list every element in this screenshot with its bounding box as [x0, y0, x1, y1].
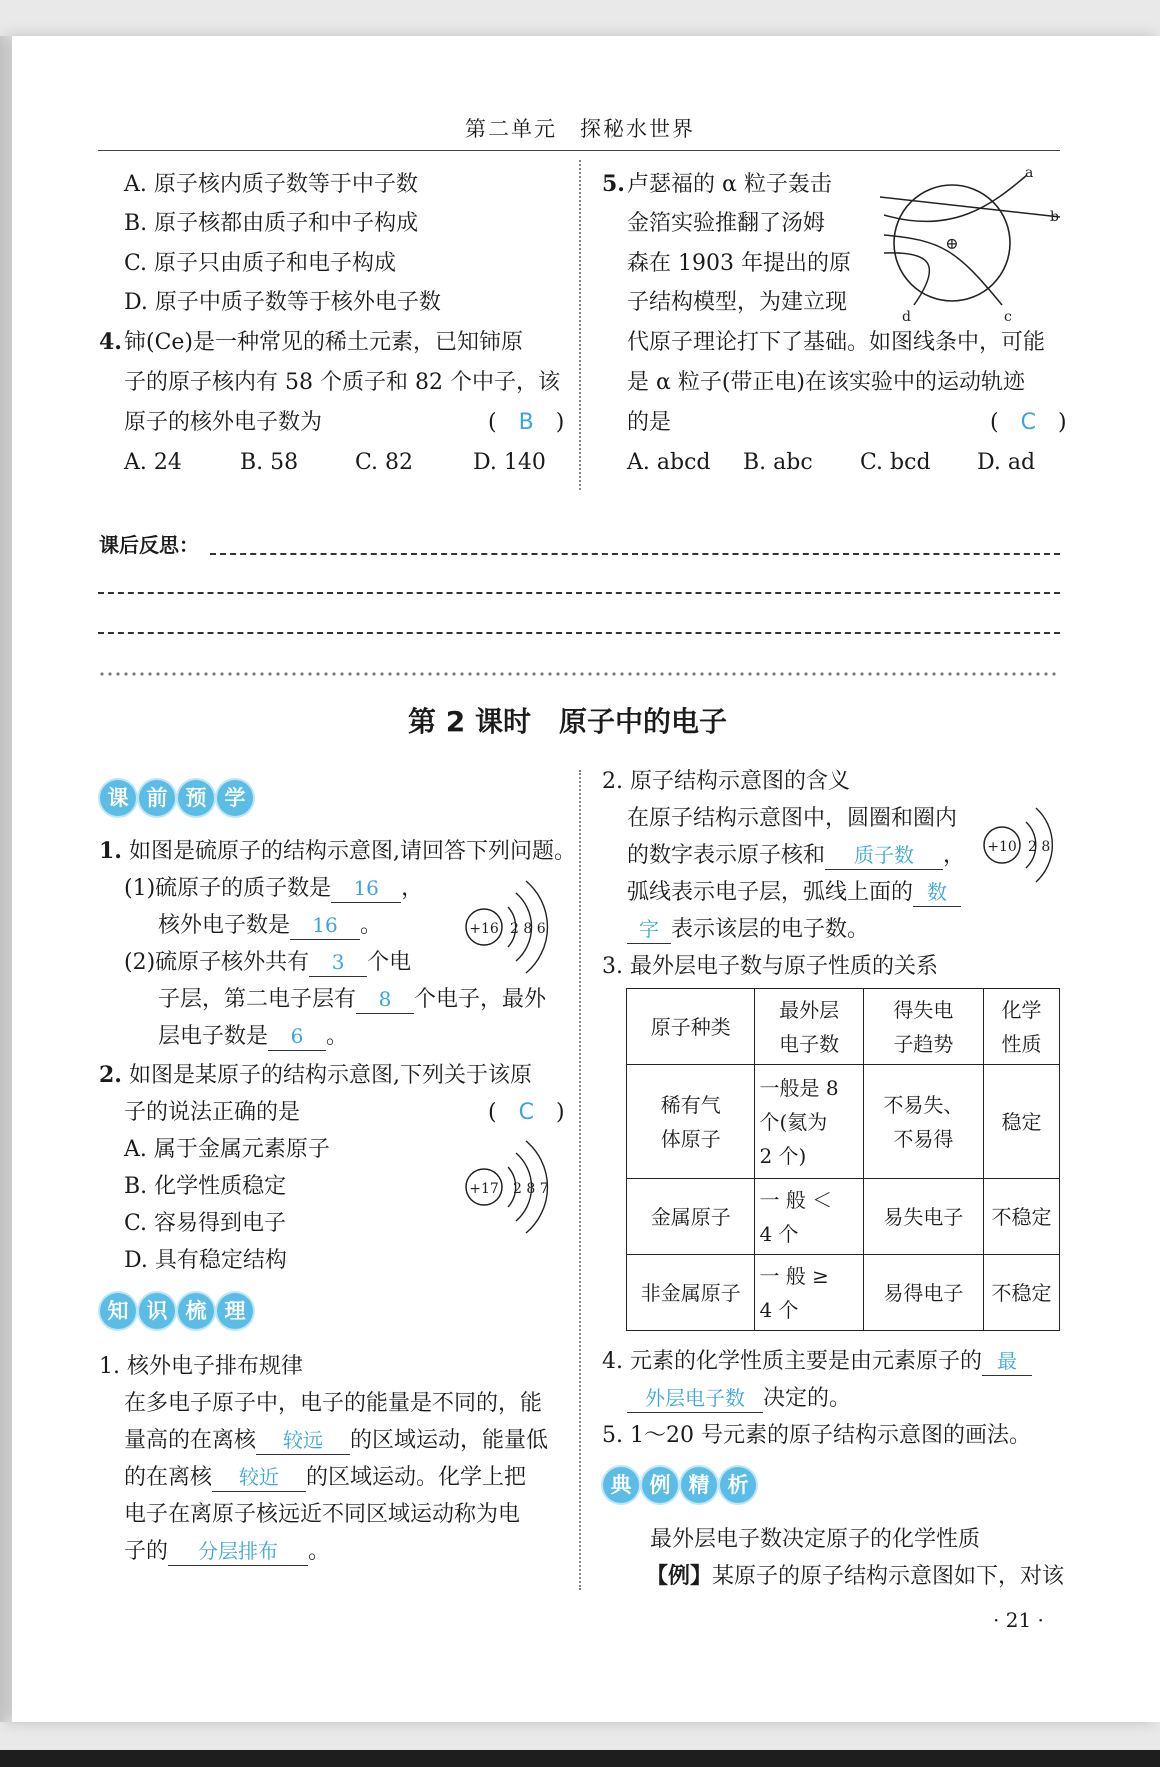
section-badge-example: 典 例 精 析	[603, 1467, 759, 1503]
header-topic: 探秘水世界	[580, 117, 695, 141]
pre2-option-a: A. 属于金属元素原子	[124, 1137, 330, 1162]
sulfur-atom-diagram	[462, 875, 562, 985]
q5-option-b: B. abc	[743, 450, 813, 475]
k1-layered-answer: 分层排布	[168, 1537, 308, 1566]
pre2-option-d: D. 具有稳定结构	[124, 1248, 287, 1273]
r2-line-4: 字 表示该层的电子数。	[627, 911, 869, 948]
q3-option-b: B. 原子核都由质子和中子构成	[124, 211, 419, 236]
pre2-line-2: 子的说法正确的是	[124, 1100, 301, 1125]
table-row	[627, 1179, 1060, 1255]
table-cell: 稳定	[984, 1065, 1060, 1179]
alpha-scattering-diagram	[872, 165, 1062, 325]
k1-title: 1. 核外电子排布规律	[99, 1354, 303, 1379]
pre1-second-shell-answer: 8	[356, 985, 414, 1014]
pre1-shell-count-answer: 3	[309, 948, 367, 977]
r2-line-2: 的数字表示原子核和 质子数 ，	[627, 843, 966, 868]
table-header-cell: 得失电 子趋势	[863, 989, 983, 1065]
k1-line-2: 量高的在离核 较远 的区域运动，能量低	[124, 1428, 549, 1453]
reflection-line-1	[210, 553, 1060, 555]
q5-answer: C	[1020, 410, 1036, 435]
q3-option-c: C. 原子只由质子和电子构成	[124, 251, 397, 276]
r5-text: 5. 1～20 号元素的原子结构示意图的画法。	[602, 1423, 1031, 1448]
neon-nucleus: +10	[987, 839, 1017, 855]
table-row	[627, 1065, 1060, 1179]
q4-line-1: 铈(Ce)是一种常见的稀土元素，已知铈原	[124, 330, 524, 355]
pre2-option-b: B. 化学性质稳定	[124, 1174, 287, 1199]
table-cell: 金属原子	[627, 1179, 755, 1255]
section-badge-knowledge: 知 识 梳 理	[100, 1293, 256, 1329]
r2-proton-answer: 质子数	[825, 841, 943, 870]
chlorine-atom-diagram	[462, 1135, 562, 1245]
q5-option-d: D. ad	[977, 450, 1036, 475]
table-header-cell: 最外层 电子数	[755, 989, 863, 1065]
pre2-answer: C	[518, 1100, 534, 1125]
section-wavy-divider	[98, 670, 1060, 678]
lesson-title: 第 2 课时 原子中的电子	[408, 705, 727, 738]
nucleus-symbol: ⊕	[945, 234, 959, 253]
bottom-bar	[0, 1750, 1160, 1767]
q5-option-a: A. abcd	[627, 450, 711, 475]
example-text: 【例】某原子的原子结构示意图如下，对该	[646, 1563, 1065, 1589]
table-cell: 一般是 8 个(氦为 2 个)	[755, 1065, 863, 1179]
k1-near-answer: 较近	[212, 1463, 306, 1492]
q5-line-1: 卢瑟福的 α 粒子轰击	[627, 172, 832, 197]
r2-title: 2. 原子结构示意图的含义	[602, 769, 850, 794]
chlorine-nucleus: +17	[469, 1181, 499, 1197]
pre2-line-1: 2. 如图是某原子的结构示意图,下列关于该原	[99, 1062, 532, 1088]
q4-answer-bracket: ( B )	[488, 410, 565, 435]
column-divider-top	[579, 160, 581, 490]
sulfur-nucleus: +16	[469, 921, 499, 937]
reflection-label: 课后反思：	[99, 533, 199, 557]
track-a	[884, 175, 1027, 221]
table-cell: 不易失、 不易得	[863, 1065, 983, 1179]
pre1-stem: 1. 如图是硫原子的结构示意图,请回答下列问题。	[99, 838, 576, 864]
header-unit: 第二单元	[465, 117, 557, 141]
q5-line-6: 是 α 粒子(带正电)在该实验中的运动轨迹	[627, 370, 1026, 395]
r4-answer-part1: 最	[982, 1347, 1032, 1376]
table-cell: 一 般 ≥ 4 个	[755, 1255, 863, 1331]
pre1-electron-answer: 16	[290, 911, 360, 940]
label-d: d	[902, 309, 911, 325]
pre1-outer-shell-answer: 6	[268, 1022, 326, 1051]
neon-shells: 2 8	[1028, 839, 1051, 855]
q5-answer-bracket: ( C )	[990, 410, 1067, 435]
reflection-line-3	[98, 632, 1060, 634]
q4-line-3: 原子的核外电子数为	[124, 410, 323, 435]
track-c	[884, 235, 1002, 305]
q4-option-c: C. 82	[355, 450, 414, 475]
q3-option-d: D. 原子中质子数等于核外电子数	[124, 290, 441, 315]
r4-line-2: 外层电子数 决定的。	[627, 1380, 851, 1417]
r3-title: 3. 最外层电子数与原子性质的关系	[602, 954, 938, 979]
column-divider-bottom	[579, 770, 581, 1590]
pre2-option-c: C. 容易得到电子	[124, 1211, 287, 1236]
k1-line-3: 的在离核 较近 的区域运动。化学上把	[124, 1465, 527, 1490]
q3-option-a: A. 原子核内质子数等于中子数	[124, 172, 418, 197]
q4-option-b: B. 58	[240, 450, 299, 475]
pre1-part1-line1: (1)硫原子的质子数是 16 ，	[124, 876, 424, 901]
r2-line-3: 弧线表示电子层，弧线上面的 数	[627, 874, 961, 911]
table-cell: 不稳定	[984, 1255, 1060, 1331]
table-cell: 一 般 ＜ 4 个	[755, 1179, 863, 1255]
pre1-part1-line2: 核外电子数是 16 。	[158, 913, 383, 938]
q5-line-3: 森在 1903 年提出的原	[627, 251, 851, 276]
label-b: b	[1050, 209, 1059, 225]
section-badge-preview: 课 前 预 学	[100, 780, 256, 816]
reflection-line-2	[98, 592, 1060, 594]
q4-line-2: 子的原子核内有 58 个质子和 82 个中子，该	[124, 370, 560, 395]
table-cell: 稀有气 体原子	[627, 1065, 755, 1179]
table-header-cell: 原子种类	[627, 989, 755, 1065]
table-cell: 易失电子	[863, 1179, 983, 1255]
q5-line-2: 金箔实验推翻了汤姆	[627, 211, 826, 236]
k1-line-4: 电子在离原子核远近不同区域运动称为电	[124, 1502, 521, 1527]
q5-line-5: 代原子理论打下了基础。如图线条中，可能	[627, 330, 1046, 355]
table-cell: 易得电子	[863, 1255, 983, 1331]
q4-answer: B	[518, 410, 534, 435]
q5-option-c: C. bcd	[860, 450, 931, 475]
label-a: a	[1025, 165, 1034, 181]
r2-number-answer-part2: 字	[627, 915, 671, 944]
table-cell: 非金属原子	[627, 1255, 755, 1331]
k1-line-5: 子的 分层排布 。	[124, 1539, 331, 1564]
running-header	[465, 113, 695, 143]
table-header-row	[627, 989, 1060, 1065]
pre2-answer-bracket: ( C )	[488, 1100, 565, 1125]
q4-option-a: A. 24	[124, 450, 182, 475]
chlorine-shells: 2 8 7	[513, 1181, 549, 1197]
r4-answer-part2: 外层电子数	[627, 1384, 763, 1413]
q5-number: 5.	[602, 171, 625, 197]
k1-far-answer: 较远	[256, 1426, 350, 1455]
label-c: c	[1004, 309, 1012, 325]
pre1-proton-answer: 16	[331, 874, 401, 903]
example-subtitle: 最外层电子数决定原子的化学性质	[650, 1527, 981, 1552]
r2-line-1: 在原子结构示意图中，圆圈和圈内	[627, 806, 958, 831]
q5-line-4: 子结构模型，为建立现	[627, 290, 848, 315]
table-row	[627, 1255, 1060, 1331]
header-rule	[98, 150, 1060, 151]
page-number: · 21 ·	[993, 1608, 1044, 1632]
q5-line-7: 的是	[627, 410, 672, 435]
pre1-part2-line2: 子层，第二电子层有 8 个电子，最外	[158, 987, 547, 1012]
table-header-cell: 化学 性质	[984, 989, 1060, 1065]
pre1-part2-line3: 层电子数是 6 。	[158, 1024, 349, 1049]
atom-property-table	[626, 988, 1060, 1331]
pre1-part2-line1: (2)硫原子核外共有 3 个电	[124, 950, 412, 975]
neon-atom-diagram	[980, 800, 1060, 890]
table-cell: 不稳定	[984, 1179, 1060, 1255]
sulfur-shells: 2 8 6	[510, 921, 546, 937]
k1-line-1: 在多电子原子中，电子的能量是不同的，能	[124, 1391, 543, 1416]
q4-number: 4.	[99, 329, 122, 355]
q4-option-d: D. 140	[473, 450, 546, 475]
r2-number-answer-part1: 数	[913, 878, 961, 907]
r4-line-1: 4. 元素的化学性质主要是由元素原子的 最	[602, 1343, 1032, 1380]
